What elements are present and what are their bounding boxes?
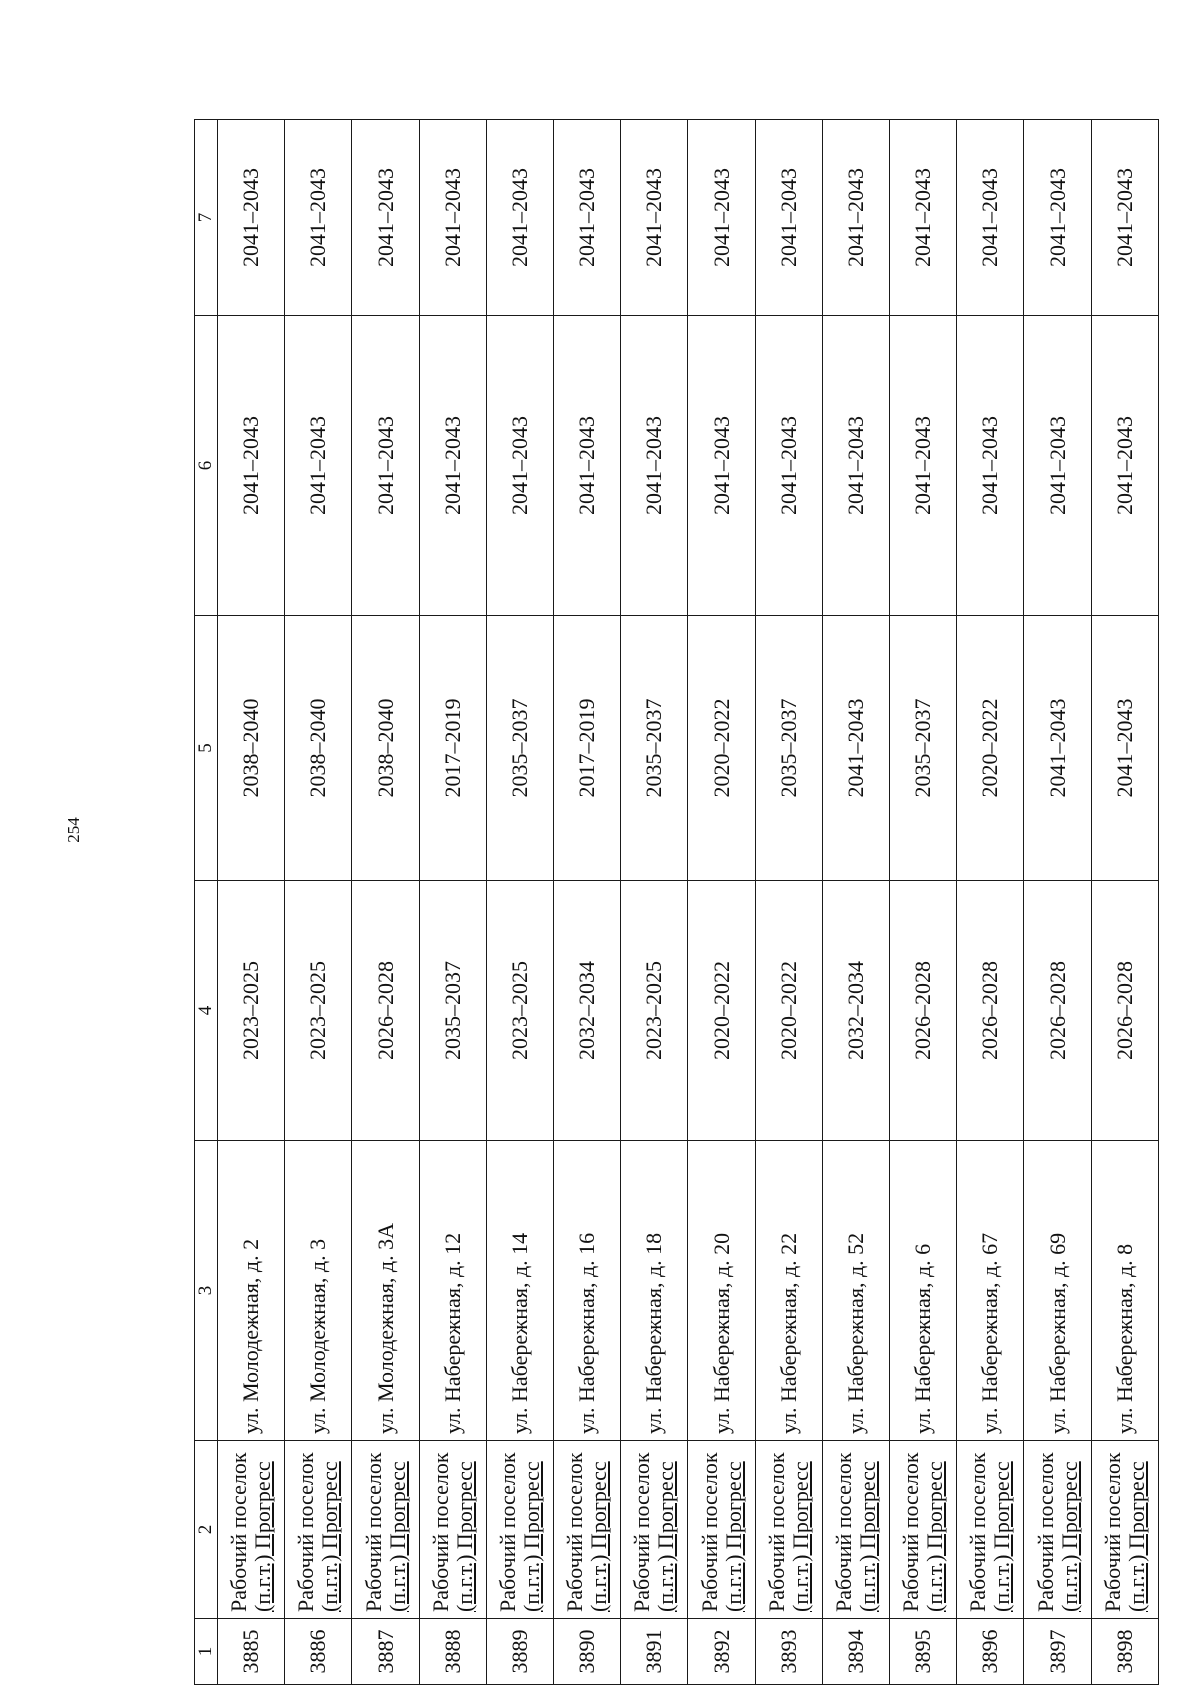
settlement-name: (п.г.т.) Прогресс [384, 1460, 409, 1612]
period-col-7: 2041–2043 [284, 119, 351, 315]
settlement-type: Рабочий поселок [1099, 1451, 1125, 1612]
period-col-6: 2041–2043 [486, 315, 553, 615]
period-col-6: 2041–2043 [351, 315, 418, 615]
period-col-6: 2041–2043 [284, 315, 351, 615]
period-col-5: 2038–2040 [284, 615, 351, 880]
address-cell: ул. Набережная, д. 8 [1091, 1140, 1158, 1440]
address-cell: ул. Набережная, д. 22 [755, 1140, 822, 1440]
settlement-cell [486, 1440, 553, 1618]
address-cell: ул. Набережная, д. 69 [1023, 1140, 1090, 1440]
period-col-7: 2041–2043 [620, 119, 687, 315]
period-col-4: 2026–2028 [351, 880, 418, 1140]
period-col-7: 2041–2043 [1091, 119, 1158, 315]
table-header [194, 119, 217, 1684]
period-col-4: 2020–2022 [755, 880, 822, 1140]
table-row [1091, 119, 1158, 1684]
period-col-4: 2026–2028 [1091, 880, 1158, 1140]
period-col-4: 2023–2025 [217, 880, 284, 1140]
period-col-6: 2041–2043 [419, 315, 486, 615]
settlement-cell [1023, 1440, 1090, 1618]
settlement-name: (п.г.т.) Прогресс [585, 1460, 611, 1612]
period-col-7: 2041–2043 [486, 119, 553, 315]
settlement-type: Рабочий поселок [628, 1451, 654, 1612]
period-col-6: 2041–2043 [553, 315, 620, 615]
table-row [284, 119, 351, 1684]
period-col-5: 2038–2040 [217, 615, 284, 880]
period-col-5: 2041–2043 [822, 615, 889, 880]
period-col-4: 2023–2025 [620, 880, 687, 1140]
period-col-7: 2041–2043 [822, 119, 889, 315]
address-cell: ул. Набережная, д. 20 [687, 1140, 754, 1440]
period-col-4: 2035–2037 [419, 880, 486, 1140]
table-row [351, 119, 418, 1684]
record-number: 3896 [956, 1618, 1023, 1684]
settlement-cell [956, 1440, 1023, 1618]
settlement-name: (п.г.т.) Прогресс [451, 1460, 477, 1612]
table-row [755, 119, 822, 1684]
settlement-cell [822, 1440, 889, 1618]
record-number: 3894 [822, 1618, 889, 1684]
table-body [217, 119, 1158, 1684]
record-number: 3891 [620, 1618, 687, 1684]
registry-table [194, 119, 1159, 1685]
settlement-name: (п.г.т.) Прогресс [787, 1460, 813, 1612]
settlement-cell [553, 1440, 620, 1618]
period-col-4: 2026–2028 [1023, 880, 1090, 1140]
address-cell: ул. Молодежная, д. 3 [284, 1140, 351, 1440]
address-cell: ул. Набережная, д. 12 [419, 1140, 486, 1440]
settlement-name: (п.г.т.) Прогресс [921, 1460, 947, 1612]
table-container [194, 120, 1159, 1685]
record-number: 3890 [553, 1618, 620, 1684]
record-number: 3888 [419, 1618, 486, 1684]
period-col-6: 2041–2043 [755, 315, 822, 615]
period-col-5: 2035–2037 [889, 615, 956, 880]
table-row [217, 119, 284, 1684]
record-number: 3895 [889, 1618, 956, 1684]
period-col-4: 2020–2022 [687, 880, 754, 1140]
settlement-type: Рабочий поселок [763, 1451, 789, 1612]
record-number: 3893 [755, 1618, 822, 1684]
period-col-5: 2017–2019 [419, 615, 486, 880]
settlement-cell [889, 1440, 956, 1618]
period-col-6: 2041–2043 [956, 315, 1023, 615]
period-col-7: 2041–2043 [217, 119, 284, 315]
record-number: 3887 [351, 1618, 418, 1684]
settlement-name: (п.г.т.) Прогресс [988, 1460, 1014, 1612]
column-header-4: 4 [194, 880, 217, 1140]
period-col-5: 2017–2019 [553, 615, 620, 880]
table-row [620, 119, 687, 1684]
address-cell: ул. Набережная, д. 18 [620, 1140, 687, 1440]
address-cell: ул. Набережная, д. 52 [822, 1140, 889, 1440]
settlement-type: Рабочий поселок [964, 1451, 990, 1612]
period-col-5: 2020–2022 [687, 615, 754, 880]
address-cell: ул. Набережная, д. 16 [553, 1140, 620, 1440]
settlement-name: (п.г.т.) Прогресс [854, 1460, 880, 1612]
period-col-6: 2041–2043 [1023, 315, 1090, 615]
period-col-5: 2020–2022 [956, 615, 1023, 880]
table-row [822, 119, 889, 1684]
column-header-2: 2 [194, 1440, 217, 1618]
period-col-5: 2035–2037 [486, 615, 553, 880]
table-row [486, 119, 553, 1684]
record-number: 3892 [687, 1618, 754, 1684]
period-col-7: 2041–2043 [1023, 119, 1090, 315]
address-cell: ул. Молодежная, д. 2 [217, 1140, 284, 1440]
settlement-type: Рабочий поселок [427, 1451, 453, 1612]
settlement-type: Рабочий поселок [1032, 1451, 1058, 1612]
period-col-5: 2041–2043 [1023, 615, 1090, 880]
period-col-4: 2032–2034 [822, 880, 889, 1140]
column-header-1: 1 [194, 1618, 217, 1684]
table-row [687, 119, 754, 1684]
period-col-7: 2041–2043 [889, 119, 956, 315]
settlement-name: (п.г.т.) Прогресс [720, 1460, 746, 1612]
settlement-cell [217, 1440, 284, 1618]
settlement-type: Рабочий поселок [292, 1451, 318, 1612]
period-col-5: 2035–2037 [620, 615, 687, 880]
address-cell: ул. Набережная, д. 14 [486, 1140, 553, 1440]
period-col-6: 2041–2043 [889, 315, 956, 615]
table-row [956, 119, 1023, 1684]
record-number: 3897 [1023, 1618, 1090, 1684]
page-number: 254 [64, 817, 83, 843]
settlement-type: Рабочий поселок [696, 1451, 722, 1612]
table-row [889, 119, 956, 1684]
period-col-7: 2041–2043 [956, 119, 1023, 315]
column-header-6: 6 [194, 315, 217, 615]
period-col-7: 2041–2043 [553, 119, 620, 315]
settlement-type: Рабочий поселок [561, 1451, 587, 1612]
period-col-6: 2041–2043 [620, 315, 687, 615]
period-col-4: 2026–2028 [889, 880, 956, 1140]
period-col-4: 2023–2025 [486, 880, 553, 1140]
period-col-7: 2041–2043 [351, 119, 418, 315]
column-header-7: 7 [194, 119, 217, 315]
period-col-7: 2041–2043 [755, 119, 822, 315]
address-cell: ул. Набережная, д. 67 [956, 1140, 1023, 1440]
column-header-3: 3 [194, 1140, 217, 1440]
period-col-7: 2041–2043 [687, 119, 754, 315]
address-cell: ул. Молодежная, д. 3А [351, 1140, 418, 1440]
settlement-type: Рабочий поселок [494, 1451, 520, 1612]
settlement-cell [687, 1440, 754, 1618]
period-col-5: 2041–2043 [1091, 615, 1158, 880]
period-col-6: 2041–2043 [217, 315, 284, 615]
settlement-name: (п.г.т.) Прогресс [652, 1460, 678, 1612]
settlement-type: Рабочий поселок [830, 1451, 856, 1612]
header-row [194, 119, 217, 1684]
settlement-name: (п.г.т.) Прогресс [249, 1460, 275, 1612]
settlement-cell [1091, 1440, 1158, 1618]
period-col-4: 2032–2034 [553, 880, 620, 1140]
settlement-type: Рабочий поселок [897, 1451, 923, 1612]
period-col-6: 2041–2043 [822, 315, 889, 615]
period-col-5: 2038–2040 [351, 615, 418, 880]
address-cell: ул. Набережная, д. 6 [889, 1140, 956, 1440]
settlement-name: (п.г.т.) Прогресс [316, 1460, 342, 1612]
settlement-name: (п.г.т.) Прогресс [1123, 1460, 1149, 1612]
record-number: 3889 [486, 1618, 553, 1684]
settlement-cell [284, 1440, 351, 1618]
record-number: 3898 [1091, 1618, 1158, 1684]
settlement-type: Рабочий поселок [360, 1451, 385, 1612]
period-col-4: 2023–2025 [284, 880, 351, 1140]
table-row [419, 119, 486, 1684]
settlement-name: (п.г.т.) Прогресс [1056, 1460, 1082, 1612]
period-col-4: 2026–2028 [956, 880, 1023, 1140]
record-number: 3886 [284, 1618, 351, 1684]
settlement-cell [620, 1440, 687, 1618]
column-header-5: 5 [194, 615, 217, 880]
period-col-6: 2041–2043 [1091, 315, 1158, 615]
period-col-5: 2035–2037 [755, 615, 822, 880]
settlement-cell [419, 1440, 486, 1618]
period-col-7: 2041–2043 [419, 119, 486, 315]
table-row [553, 119, 620, 1684]
table-row [1023, 119, 1090, 1684]
settlement-name: (п.г.т.) Прогресс [518, 1460, 544, 1612]
settlement-cell [351, 1440, 418, 1618]
settlement-type: Рабочий поселок [225, 1451, 251, 1612]
period-col-6: 2041–2043 [687, 315, 754, 615]
record-number: 3885 [217, 1618, 284, 1684]
settlement-cell [755, 1440, 822, 1618]
